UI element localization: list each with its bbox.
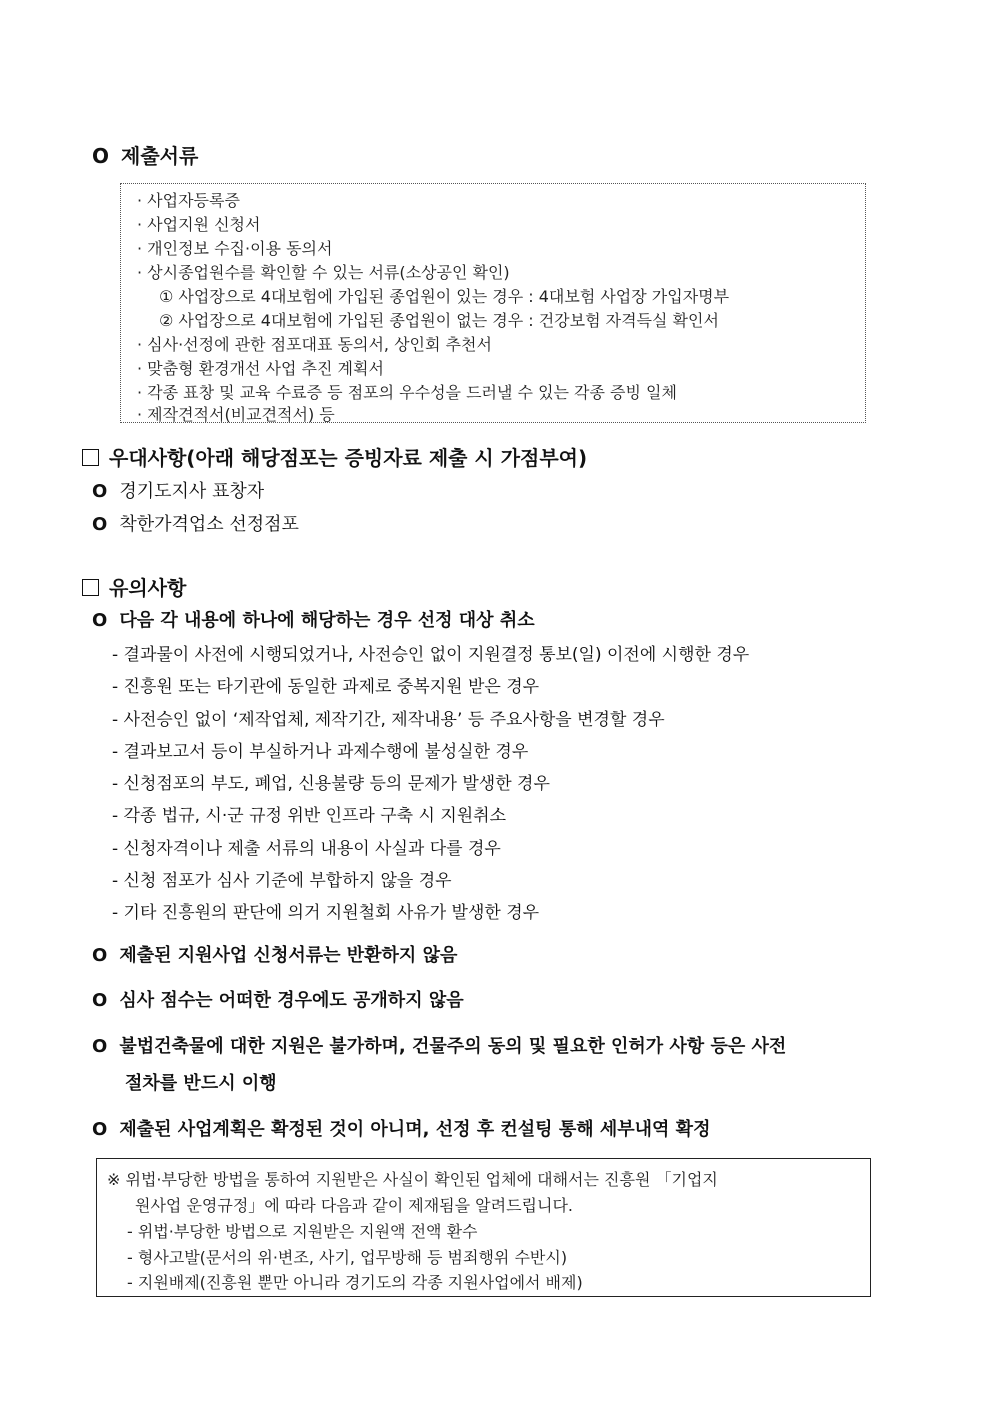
- caution-note: [92, 986, 464, 1012]
- docs-item: · 각종 표창 및 교육 수료증 등 점포의 우수성을 드러낼 수 있는 각종 증빙 일체: [137, 383, 677, 402]
- notice-line: - 위법·부당한 방법으로 지원받은 지원액 전액 환수: [127, 1222, 478, 1241]
- notice-line: - 형사고발(문서의 위·변조, 사기, 업무방해 등 범죄행위 수반시): [127, 1248, 568, 1267]
- circle-bullet-icon: O: [92, 1036, 108, 1057]
- preference-heading: [82, 442, 587, 471]
- docs-subitem: ② 사업장으로 4대보험에 가입된 종업원이 없는 경우 : 건강보험 자격득실 확인서: [159, 311, 719, 330]
- docs-item: · 사업지원 신청서: [137, 215, 261, 234]
- cancel-item: - 결과보고서 등이 부실하거나 과제수행에 불성실한 경우: [112, 742, 529, 762]
- cancel-item: - 결과물이 사전에 시행되었거나, 사전승인 없이 지원결정 통보(일) 이전에 시행한 경우: [112, 645, 750, 665]
- docs-item: · 심사·선정에 관한 점포대표 동의서, 상인회 추천서: [137, 335, 492, 354]
- preference-item-text: 착한가격업소 선정점포: [119, 514, 299, 535]
- notice-line: - 지원배제(진흥원 뿐만 아니라 경기도의 각종 지원사업에서 배제): [127, 1273, 583, 1292]
- circle-bullet-icon: O: [92, 610, 108, 631]
- caution-heading: [82, 572, 186, 601]
- circle-bullet-icon: O: [92, 144, 110, 168]
- docs-subitem: ① 사업장으로 4대보험에 가입된 종업원이 있는 경우 : 4대보험 사업장 가입자명부: [159, 287, 730, 306]
- cancel-title: 다음 각 내용에 하나에 해당하는 경우 선정 대상 취소: [119, 610, 535, 631]
- caution-note-text: 불법건축물에 대한 지원은 불가하며, 건물주의 동의 및 필요한 인허가 사항 등은 사전: [119, 1036, 787, 1057]
- caution-note-text: 심사 점수는 어떠한 경우에도 공개하지 않음: [119, 990, 464, 1011]
- cancel-item: - 신청점포의 부도, 폐업, 신용불량 등의 문제가 발생한 경우: [112, 774, 550, 794]
- checkbox-square-icon: [82, 449, 99, 466]
- caution-note: [92, 1115, 710, 1141]
- cancel-item: - 진흥원 또는 타기관에 동일한 과제로 중복지원 받은 경우: [112, 677, 540, 697]
- circle-bullet-icon: O: [92, 1119, 108, 1140]
- caution-note-text: 제출된 지원사업 신청서류는 반환하지 않음: [119, 945, 458, 966]
- cancel-item: - 신청 점포가 심사 기준에 부합하지 않을 경우: [112, 871, 452, 891]
- caution-note: [92, 1032, 786, 1058]
- preference-item: [92, 510, 299, 536]
- preference-item: [92, 477, 264, 503]
- caution-note-text: 제출된 사업계획은 확정된 것이 아니며, 선정 후 컨설팅 통해 세부내역 확정: [119, 1119, 711, 1140]
- cancel-heading: [92, 606, 535, 632]
- cancel-item: - 각종 법규, 시·군 규정 위반 인프라 구축 시 지원취소: [112, 806, 507, 826]
- cancel-item: - 기타 진흥원의 판단에 의거 지원철회 사유가 발생한 경우: [112, 903, 540, 923]
- caution-title: 유의사항: [109, 576, 187, 600]
- docs-item: · 사업자등록증: [137, 191, 240, 210]
- caution-note-continuation: 절차를 반드시 이행: [125, 1073, 277, 1094]
- docs-section-title: 제출서류: [121, 144, 199, 168]
- circle-bullet-icon: O: [92, 514, 108, 535]
- circle-bullet-icon: O: [92, 481, 108, 502]
- docs-section-heading: [92, 140, 198, 169]
- docs-item: · 개인정보 수집·이용 동의서: [137, 239, 333, 258]
- notice-line: ※ 위법·부당한 방법을 통하여 지원받은 사실이 확인된 업체에 대해서는 진흥원 「기업지: [107, 1170, 718, 1189]
- docs-item: · 상시종업원수를 확인할 수 있는 서류(소상공인 확인): [137, 263, 510, 282]
- cancel-item: - 신청자격이나 제출 서류의 내용이 사실과 다를 경우: [112, 839, 501, 859]
- docs-item: · 맞춤형 환경개선 사업 추진 계획서: [137, 359, 384, 378]
- docs-item: · 제작견적서(비교견적서) 등: [137, 405, 335, 424]
- preference-title: 우대사항(아래 해당점포는 증빙자료 제출 시 가점부여): [109, 446, 588, 470]
- notice-line: 원사업 운영규정」에 따라 다음과 같이 제재됨을 알려드립니다.: [135, 1196, 574, 1215]
- circle-bullet-icon: O: [92, 990, 108, 1011]
- caution-note: [92, 941, 457, 967]
- preference-item-text: 경기도지사 표창자: [119, 481, 265, 502]
- docs-list-box: [120, 183, 866, 423]
- sanction-notice-box: [96, 1158, 871, 1297]
- circle-bullet-icon: O: [92, 945, 108, 966]
- checkbox-square-icon: [82, 579, 99, 596]
- cancel-item: - 사전승인 없이 ‘제작업체, 제작기간, 제작내용’ 등 주요사항을 변경할 경우: [112, 710, 665, 730]
